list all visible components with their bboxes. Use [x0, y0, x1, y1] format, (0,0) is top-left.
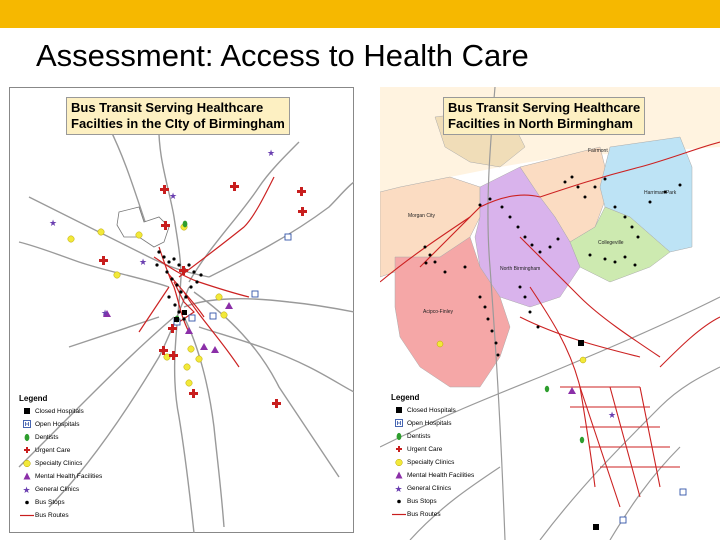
right-legend-item-open-hospitals: [391, 417, 474, 430]
left-legend-label: Open Hospitals: [35, 421, 80, 428]
right-legend-label: Closed Hospitals: [407, 407, 456, 414]
right-legend: [391, 393, 474, 521]
right-legend-label: Bus Stops: [407, 498, 437, 505]
left-legend: [19, 394, 102, 522]
yellow-circle-icon: [391, 457, 407, 468]
left-legend-item-general-clinics: [19, 483, 102, 496]
area-label-morgan-city: Morgan City: [408, 213, 435, 219]
right-map-title-line1: Bus Transit Serving Healthcare: [448, 100, 641, 115]
svg-text:★: ★: [49, 219, 58, 229]
right-legend-label: Bus Routes: [407, 511, 441, 518]
left-legend-label: General Clinics: [35, 486, 80, 493]
red-line-icon: [19, 510, 35, 521]
left-map-title-line2: Facilties in the CIty of Birmingham: [71, 116, 285, 131]
black-dot-icon: [19, 497, 35, 508]
left-legend-item-bus-stops: [19, 496, 102, 509]
right-general-clinics: [608, 411, 616, 421]
black-square-icon: [19, 406, 35, 417]
right-legend-item-bus-routes: [391, 508, 474, 521]
hospital-h-icon: [19, 419, 35, 430]
area-label-collegeville: Collegeville: [598, 240, 624, 246]
area-label-harriman-park: Harriman Park: [644, 190, 677, 196]
left-legend-item-mental-health: [19, 470, 102, 483]
left-legend-label: Bus Stops: [35, 499, 65, 506]
left-legend-item-closed-hospitals: [19, 405, 102, 418]
right-map-title: [443, 97, 645, 135]
right-legend-title: Legend: [391, 393, 420, 402]
purple-star-icon: [391, 483, 407, 494]
svg-text:★: ★: [139, 258, 148, 268]
left-legend-item-urgent-care: [19, 444, 102, 457]
right-legend-label: Urgent Care: [407, 446, 443, 453]
green-tooth-icon: [391, 431, 407, 442]
red-cross-icon: [19, 445, 35, 456]
area-label-fairmont: Fairmont: [588, 148, 608, 154]
left-map-title-line1: Bus Transit Serving Healthcare: [71, 100, 264, 115]
right-legend-label: Specialty Clinics: [407, 459, 455, 466]
black-square-icon: [391, 405, 407, 416]
purple-star-icon: [19, 484, 35, 495]
left-legend-label: Mental Health Facilities: [35, 473, 103, 480]
left-legend-label: Bus Routes: [35, 512, 69, 519]
right-legend-item-dentists: [391, 430, 474, 443]
right-legend-label: Dentists: [407, 433, 431, 440]
right-legend-item-general-clinics: [391, 482, 474, 495]
left-legend-item-open-hospitals: [19, 418, 102, 431]
svg-text:★: ★: [608, 411, 617, 421]
hospital-h-icon: [391, 418, 407, 429]
map-north-birmingham: [380, 87, 720, 540]
green-tooth-icon: [19, 432, 35, 443]
left-legend-label: Dentists: [35, 434, 59, 441]
slide-title: Assessment: Access to Health Care: [36, 38, 529, 73]
map-city-of-birmingham: [9, 87, 354, 533]
red-cross-icon: [391, 444, 407, 455]
left-map-title: [66, 97, 290, 135]
right-legend-label: General Clinics: [407, 485, 452, 492]
yellow-circle-icon: [19, 458, 35, 469]
black-dot-icon: [391, 496, 407, 507]
purple-triangle-icon: [19, 471, 35, 482]
area-label-acipco-finley: Acipco-Finley: [423, 309, 454, 315]
right-legend-label: Open Hospitals: [407, 420, 452, 427]
left-legend-item-dentists: [19, 431, 102, 444]
left-legend-item-bus-routes: [19, 509, 102, 522]
svg-text:★: ★: [169, 192, 178, 202]
svg-text:★: ★: [22, 486, 31, 495]
red-line-icon: [391, 509, 407, 520]
area-label-north-birmingham: North Birmingham: [500, 266, 541, 272]
right-legend-label: Mental Health Facilities: [407, 472, 475, 479]
left-legend-title: Legend: [19, 394, 48, 403]
svg-text:★: ★: [394, 485, 403, 494]
left-legend-label: Specialty Clinics: [35, 460, 83, 467]
right-legend-item-urgent-care: [391, 443, 474, 456]
right-legend-item-closed-hospitals: [391, 404, 474, 417]
right-legend-item-specialty-clinics: [391, 456, 474, 469]
svg-text:★: ★: [267, 149, 276, 159]
left-legend-item-specialty-clinics: [19, 457, 102, 470]
top-accent-bar: [0, 0, 720, 28]
right-map-title-line2: Facilties in North Birmingham: [448, 116, 633, 131]
svg-text:★: ★: [101, 309, 110, 319]
left-legend-label: Urgent Care: [35, 447, 71, 454]
right-legend-item-mental-health: [391, 469, 474, 482]
purple-triangle-icon: [391, 470, 407, 481]
right-legend-item-bus-stops: [391, 495, 474, 508]
left-legend-label: Closed Hospitals: [35, 408, 84, 415]
